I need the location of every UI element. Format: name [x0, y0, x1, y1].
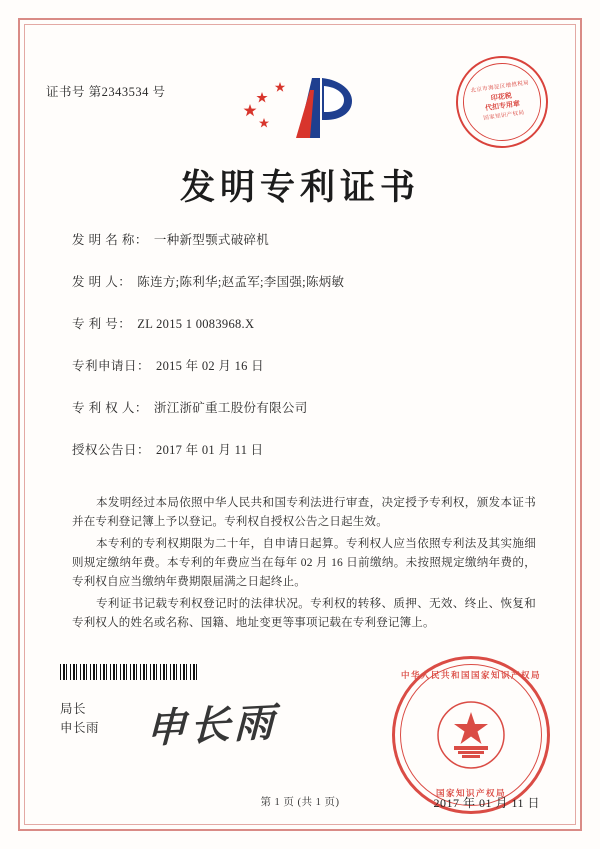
- tax-seal-arc-bottom: 国家知识产权局: [483, 110, 525, 123]
- legal-paragraph-3: 专利证书记载专利权登记时的法律状况。专利权的转移、质押、无效、终止、恢复和专利权人的姓名或名称、国籍、地址变更等事项记载在专利登记簿上。: [72, 597, 536, 629]
- field-patent-number: [50, 314, 550, 332]
- value-invention-name: 一种新型颚式破碎机: [153, 233, 270, 247]
- tax-stamp-seal: [450, 50, 554, 154]
- label-patent-number: 专 利 号：: [72, 317, 132, 331]
- value-patent-number: ZL 2015 1 0083968.X: [137, 317, 255, 331]
- value-application-date: 2015 年 02 月 16 日: [156, 359, 264, 373]
- value-grant-date: 2017 年 01 月 11 日: [156, 443, 264, 457]
- page-footer: 第 1 页 (共 1 页): [260, 797, 340, 808]
- value-patentee: 浙江浙矿重工股份有限公司: [153, 401, 308, 415]
- barcode: [60, 664, 200, 680]
- label-grant-date: 授权公告日：: [72, 443, 151, 457]
- field-grant-announcement-date: [50, 440, 550, 458]
- patent-fields: [50, 230, 550, 481]
- signature-block: [60, 700, 99, 738]
- certificate-content: [38, 38, 562, 811]
- value-inventors: 陈连方;陈利华;赵孟军;李国强;陈炳敏: [137, 275, 345, 289]
- field-inventors: [50, 272, 550, 290]
- field-invention-name: [50, 230, 550, 248]
- label-patentee: 专 利 权 人：: [72, 401, 148, 415]
- seal-date: 2017 年 01 月 11 日: [433, 796, 540, 810]
- national-emblem-icon: [434, 698, 508, 772]
- page-title: 发明专利证书: [179, 167, 420, 208]
- legal-paragraph-1: 本发明经过本局依照中华人民共和国专利法进行审查，决定授予专利权，颁发本证书并在专利登记簿上予以登记。专利权自授权公告之日起生效。: [72, 497, 536, 528]
- cnipa-logo: [240, 70, 360, 148]
- field-patentee: [50, 398, 550, 416]
- national-seal-text-top: 中华人民共和国国家知识产权局: [400, 670, 541, 680]
- field-application-date: [50, 356, 550, 374]
- tax-seal-arc-top: 北京市海淀区增值税局: [470, 79, 530, 94]
- label-invention-name: 发 明 名 称：: [72, 233, 148, 247]
- legal-paragraph-2: 本专利的专利权期限为二十年，自申请日起算。专利权人应当依照专利法及其实施细则规定缴纳年费。本专利的年费应当在每年 02 月 16 日前缴纳。未按照规定缴纳年费的，专利权自应当缴纳年费期限届满之日起终止。: [72, 537, 536, 588]
- handwritten-signature: 申长雨: [145, 698, 279, 753]
- director-title: 局长: [60, 702, 87, 716]
- label-inventors: 发 明 人：: [72, 275, 132, 289]
- tax-seal-core: 印花税 代扣专用章: [484, 91, 521, 113]
- tax-stamp-seal-inner: [458, 58, 546, 146]
- national-office-seal: [392, 656, 550, 814]
- national-seal-text-bottom: 国家知识产权局: [435, 788, 506, 798]
- legal-text: [72, 494, 536, 636]
- director-name: 申长雨: [60, 720, 100, 735]
- label-application-date: 专利申请日：: [72, 359, 151, 373]
- certificate-number: 证书号 第2343534 号: [46, 85, 166, 99]
